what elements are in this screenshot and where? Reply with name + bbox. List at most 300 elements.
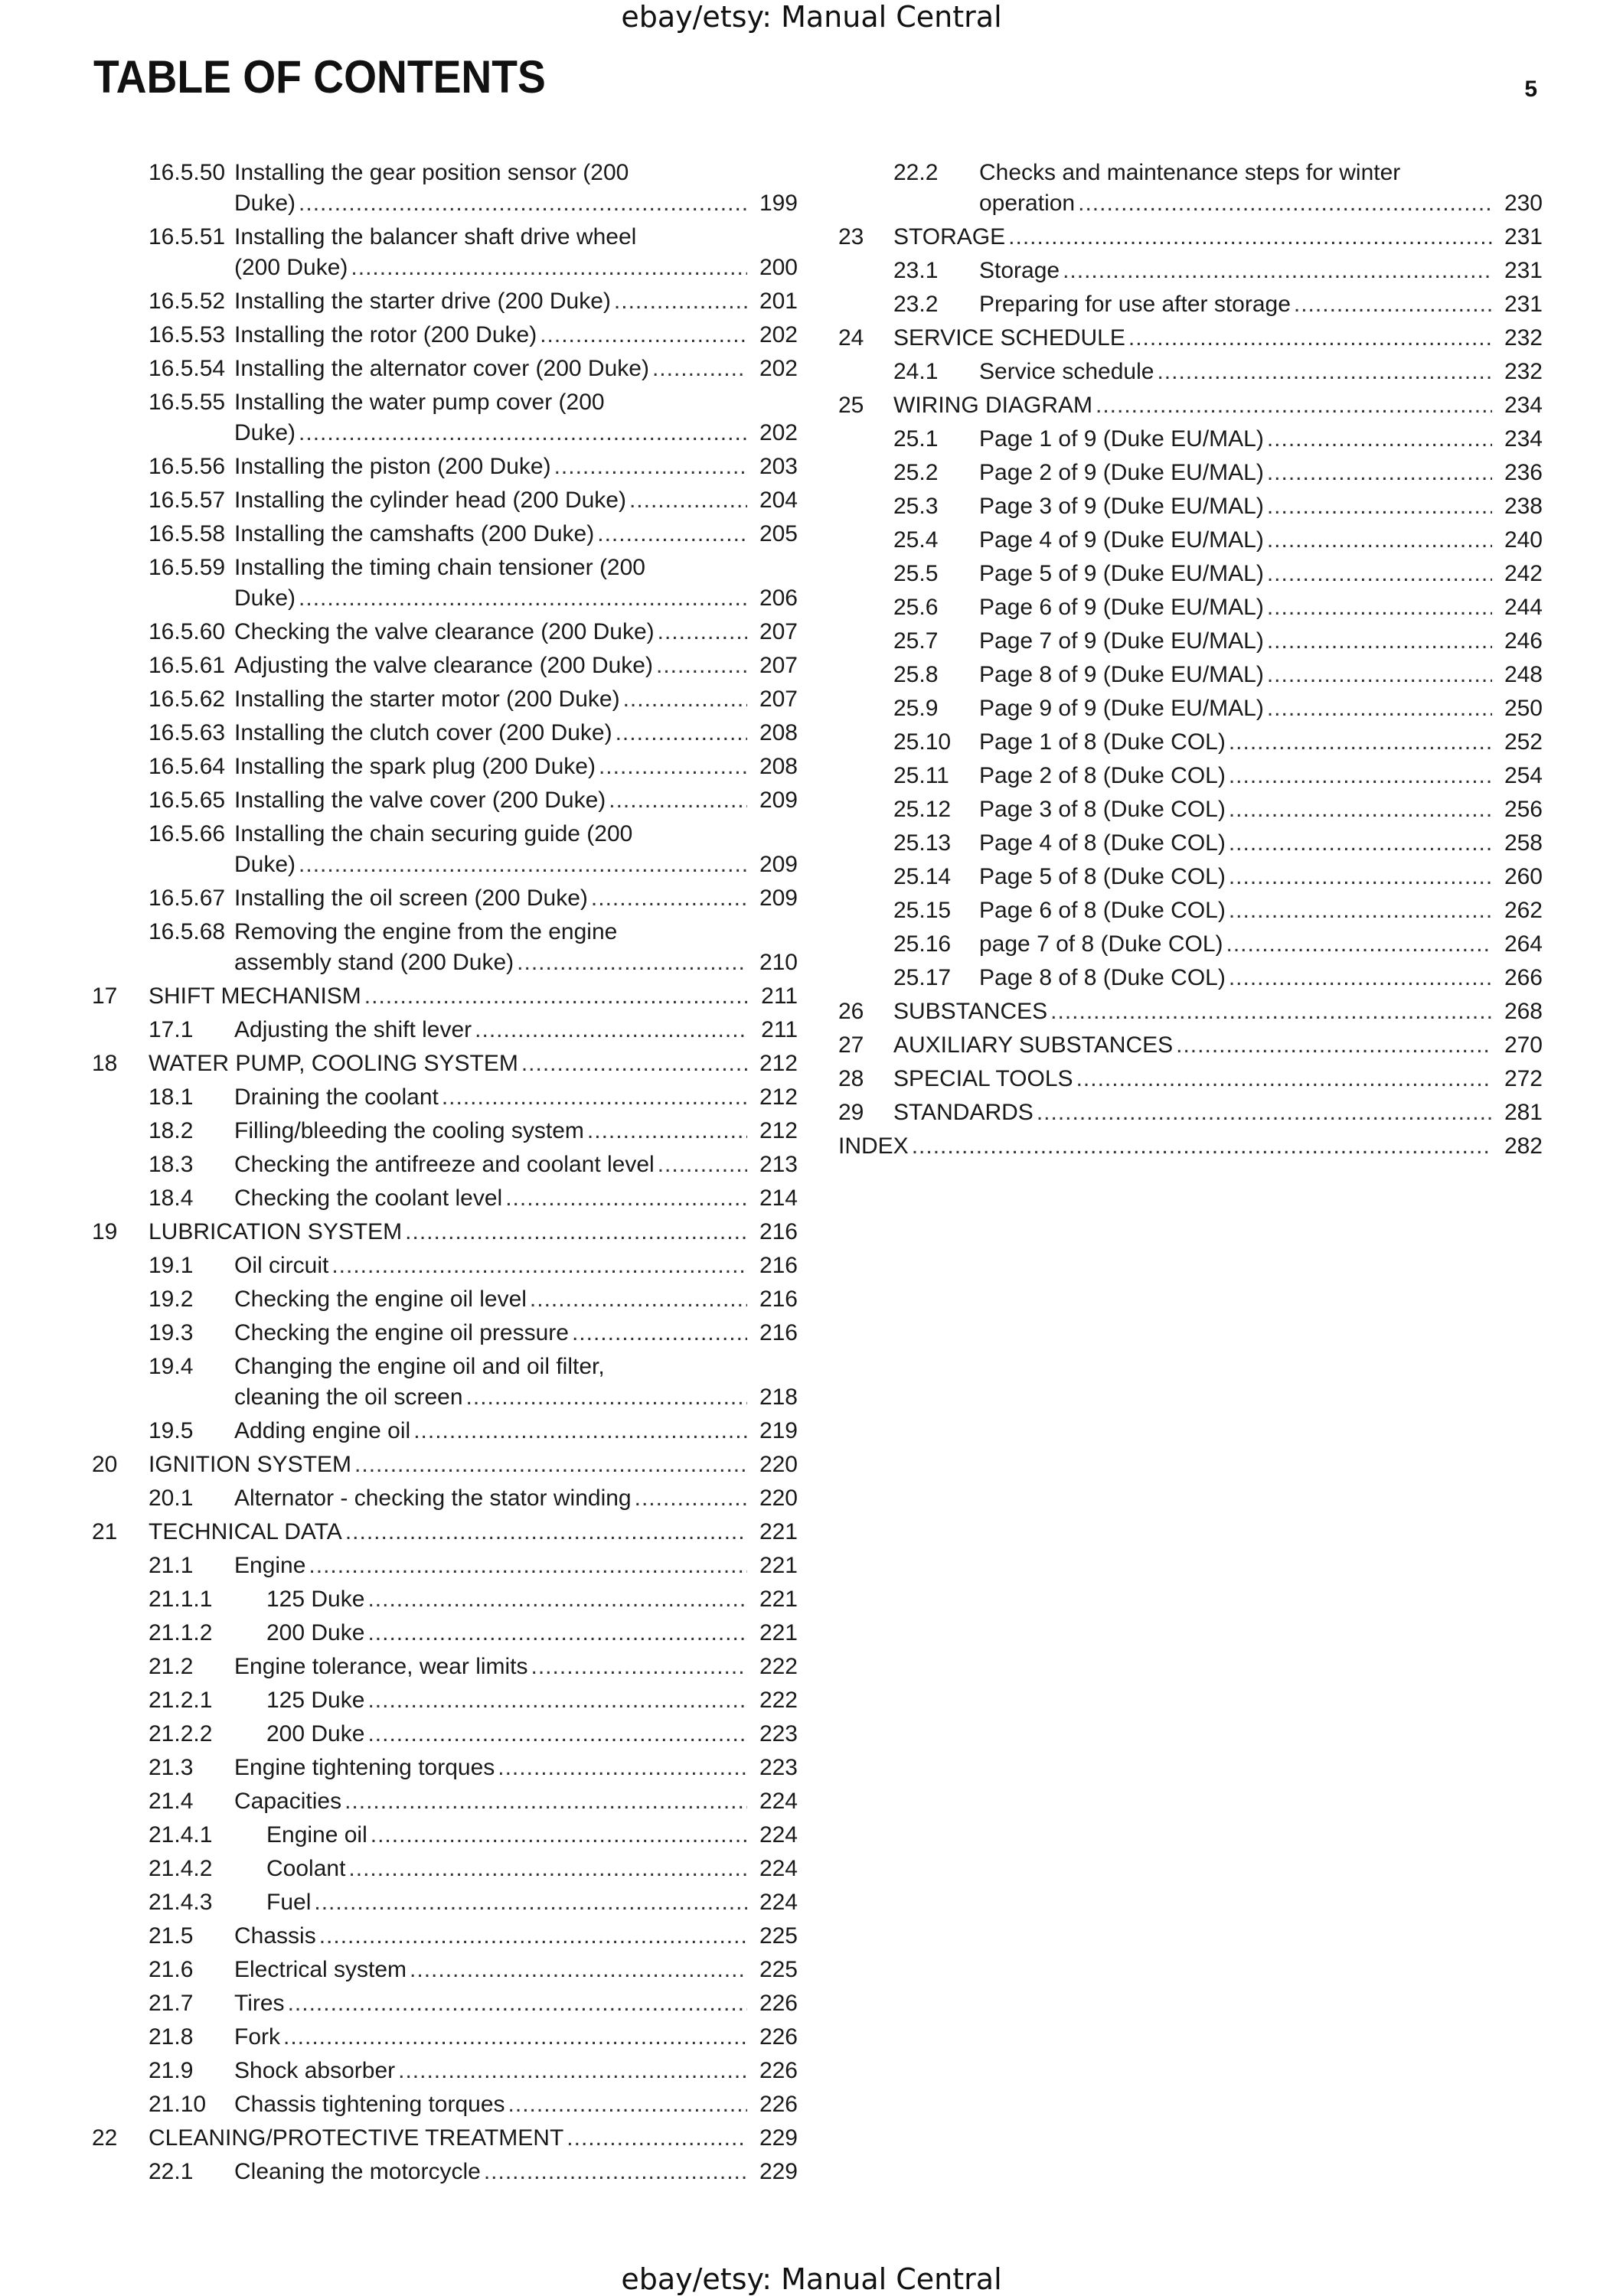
toc-entry[interactable] (838, 963, 1543, 996)
toc-entry-title: Page 9 of 9 (Duke EU/MAL) (979, 696, 1264, 721)
toc-dot-leader (1267, 458, 1492, 488)
toc-entry[interactable] (838, 1030, 1543, 1064)
toc-entry[interactable] (92, 2123, 798, 2157)
toc-entry[interactable] (92, 1786, 798, 1820)
toc-entry-number: 29 (838, 1100, 864, 1125)
toc-entry-title-line: Installing the timing chain tensioner (200 (234, 555, 645, 580)
toc-entry-number: 24.1 (893, 359, 939, 384)
toc-entry-number: 21.4 (149, 1789, 194, 1814)
toc-entry-page: 209 (759, 852, 798, 877)
toc-dot-leader (367, 1618, 747, 1649)
toc-entry-page: 209 (759, 885, 798, 911)
toc-entry[interactable] (838, 1064, 1543, 1097)
toc-entry-title: Storage (979, 258, 1060, 283)
toc-entry[interactable] (92, 485, 798, 519)
toc-entry-body (234, 320, 798, 351)
toc-entry-page: 266 (1504, 965, 1543, 990)
toc-entry[interactable] (92, 1584, 798, 1618)
toc-entry-body (234, 1284, 798, 1315)
toc-entry-title: Checking the engine oil pressure (234, 1320, 569, 1345)
toc-entry-number: 21.9 (149, 2058, 194, 2083)
toc-entry-title: Fork (234, 2024, 280, 2050)
toc-entry[interactable] (92, 354, 798, 387)
toc-entry-page: 216 (759, 1320, 798, 1345)
toc-dot-leader (410, 1955, 747, 1985)
toc-entry[interactable] (838, 761, 1543, 794)
toc-entry-page: 221 (759, 1620, 798, 1645)
toc-dot-leader (517, 947, 747, 978)
toc-entry[interactable] (92, 2089, 798, 2123)
toc-entry-body (234, 651, 798, 681)
toc-entry[interactable] (838, 458, 1543, 491)
toc-entry-body (234, 222, 798, 283)
toc-entry-title: Checking the engine oil level (234, 1287, 527, 1312)
toc-entry[interactable] (92, 981, 798, 1015)
toc-entry-number: 16.5.64 (149, 754, 226, 779)
toc-entry-title: (200 Duke) (234, 255, 348, 280)
toc-dot-leader (1157, 357, 1492, 387)
toc-entry-page: 216 (759, 1287, 798, 1312)
toc-entry-body (979, 256, 1543, 286)
toc-entry[interactable] (92, 1618, 798, 1652)
toc-entry-number: 26 (838, 999, 864, 1024)
toc-entry-page: 201 (759, 289, 798, 314)
toc-entry[interactable] (838, 390, 1543, 424)
toc-entry-title: Fuel (266, 1890, 312, 1915)
toc-entry-number: 16.5.55 (149, 390, 226, 415)
toc-entry[interactable] (92, 452, 798, 485)
toc-entry-number: 21.2.1 (149, 1688, 213, 1713)
toc-entry-number: 18.3 (149, 1152, 194, 1177)
toc-entry-number: 21.4.3 (149, 1890, 213, 1915)
toc-entry-number: 16.5.66 (149, 821, 226, 846)
toc-entry-page: 223 (759, 1721, 798, 1746)
toc-entry-page: 200 (759, 255, 798, 280)
toc-entry-body (149, 1450, 798, 1480)
toc-dot-leader (1008, 222, 1492, 253)
toc-entry-title: CLEANING/PROTECTIVE TREATMENT (149, 2125, 564, 2151)
toc-entry-title: Chassis (234, 1923, 316, 1949)
toc-entry[interactable] (92, 1251, 798, 1284)
toc-entry[interactable] (92, 718, 798, 752)
toc-entry-page: 234 (1504, 426, 1543, 452)
toc-entry[interactable] (92, 883, 798, 917)
toc-dot-leader (1267, 693, 1492, 724)
toc-dot-leader (656, 651, 747, 681)
toc-entry-number: 17.1 (149, 1017, 194, 1042)
toc-dot-leader (345, 1517, 747, 1548)
toc-entry[interactable] (92, 320, 798, 354)
toc-dot-leader (1267, 592, 1492, 623)
toc-entry[interactable] (92, 2157, 798, 2190)
toc-entry[interactable] (92, 1183, 798, 1217)
toc-entry-page: 238 (1504, 494, 1543, 519)
toc-entry-number: 16.5.54 (149, 356, 226, 381)
toc-dot-leader (1176, 1030, 1492, 1061)
toc-entry-body (266, 1584, 798, 1615)
toc-entry-title: Page 6 of 8 (Duke COL) (979, 898, 1226, 923)
toc-left-column (92, 158, 798, 2190)
toc-entry-page: 224 (759, 1789, 798, 1814)
toc-entry-title: Page 1 of 9 (Duke EU/MAL) (979, 426, 1264, 452)
toc-entry[interactable] (92, 1955, 798, 1988)
toc-entry-page: 211 (761, 983, 798, 1009)
toc-entry-page: 204 (759, 488, 798, 513)
toc-entry[interactable] (92, 1753, 798, 1786)
toc-entry-body (979, 458, 1543, 488)
toc-dot-leader (614, 286, 747, 317)
toc-entry-page: 262 (1504, 898, 1543, 923)
toc-entry[interactable] (92, 553, 798, 617)
toc-entry[interactable] (92, 1854, 798, 1887)
toc-entry[interactable] (92, 1284, 798, 1318)
toc-entry-title: Installing the spark plug (200 Duke) (234, 754, 596, 779)
toc-entry-page: 199 (759, 191, 798, 216)
toc-entry-title-line: Changing the engine oil and oil filter, (234, 1354, 605, 1379)
toc-entry[interactable] (92, 1150, 798, 1183)
toc-entry-body (234, 2022, 798, 2053)
toc-entry[interactable] (92, 752, 798, 785)
toc-entry-number: 21.8 (149, 2024, 194, 2050)
toc-dot-leader (1267, 559, 1492, 589)
toc-entry[interactable] (838, 559, 1543, 592)
toc-entry-page: 224 (759, 1890, 798, 1915)
toc-entry-number: 25.7 (893, 628, 939, 654)
page-title: TABLE OF CONTENTS (93, 51, 546, 103)
toc-entry-body (979, 559, 1543, 589)
toc-entry[interactable] (92, 1988, 798, 2022)
toc-entry-body (149, 2123, 798, 2154)
toc-entry-title: Installing the oil screen (200 Duke) (234, 885, 588, 911)
toc-entry-number: 25.16 (893, 931, 952, 957)
toc-dot-leader (1128, 323, 1492, 354)
toc-entry-title-line: Installing the chain securing guide (200 (234, 821, 633, 846)
toc-entry[interactable] (838, 222, 1543, 256)
toc-entry[interactable] (838, 256, 1543, 289)
toc-entry-number: 25.12 (893, 797, 952, 822)
toc-entry-title: Preparing for use after storage (979, 292, 1291, 317)
toc-dot-leader (597, 519, 747, 550)
toc-entry-body (893, 996, 1543, 1027)
toc-entry-page: 231 (1504, 224, 1543, 249)
toc-entry[interactable] (92, 1116, 798, 1150)
toc-entry-page: 212 (759, 1084, 798, 1110)
toc-entry[interactable] (838, 424, 1543, 458)
toc-entry-title: Installing the camshafts (200 Duke) (234, 521, 595, 546)
toc-entry-body (149, 1049, 798, 1079)
toc-entry-page: 282 (1504, 1133, 1543, 1159)
toc-entry-body (979, 592, 1543, 623)
toc-entry-page: 210 (759, 950, 798, 975)
toc-entry-body (234, 1786, 798, 1817)
toc-entry[interactable] (92, 1015, 798, 1049)
toc-entry-page: 270 (1504, 1032, 1543, 1058)
toc-entry[interactable] (838, 828, 1543, 862)
toc-entry[interactable] (838, 794, 1543, 828)
toc-dot-leader (299, 583, 747, 614)
toc-entry-page: 213 (759, 1152, 798, 1177)
toc-entry-body (234, 387, 798, 448)
toc-entry-page: 221 (759, 1587, 798, 1612)
toc-entry[interactable] (838, 895, 1543, 929)
toc-dot-leader (283, 2022, 747, 2053)
toc-entry-body (234, 2089, 798, 2120)
toc-dot-leader (299, 850, 747, 880)
toc-entry-title: Engine oil (266, 1822, 367, 1848)
toc-entry-title: SUBSTANCES (893, 999, 1048, 1024)
toc-entry[interactable] (92, 684, 798, 718)
toc-dot-leader (1229, 895, 1492, 926)
toc-entry[interactable] (838, 592, 1543, 626)
toc-entry-number: 16.5.67 (149, 885, 226, 911)
toc-dot-leader (616, 718, 747, 748)
toc-entry-body (979, 963, 1543, 993)
toc-entry[interactable] (92, 1450, 798, 1483)
toc-dot-leader (1294, 289, 1492, 320)
toc-entry[interactable] (838, 727, 1543, 761)
toc-entry-body (234, 1183, 798, 1214)
toc-entry-body (266, 1854, 798, 1884)
toc-entry-body (266, 1618, 798, 1649)
toc-entry-number: 21.1 (149, 1553, 194, 1578)
toc-entry-page: 207 (759, 619, 798, 644)
toc-dot-leader (475, 1015, 747, 1045)
toc-entry-title: 200 Duke (266, 1620, 365, 1645)
toc-entry[interactable] (92, 1217, 798, 1251)
toc-entry-page: 202 (759, 356, 798, 381)
toc-entry[interactable] (92, 1082, 798, 1116)
toc-entry-body (234, 1483, 798, 1514)
toc-entry-number: 25.4 (893, 527, 939, 553)
toc-entry-title: Duke) (234, 420, 296, 445)
toc-entry[interactable] (92, 2056, 798, 2089)
toc-entry[interactable] (92, 1416, 798, 1450)
toc-entry-body (234, 158, 798, 219)
toc-dot-leader (1037, 1097, 1492, 1128)
toc-entry-page: 236 (1504, 460, 1543, 485)
toc-entry-number: 23 (838, 224, 864, 249)
toc-entry-number: 25.14 (893, 864, 952, 889)
toc-entry-page: 216 (759, 1253, 798, 1278)
toc-entry-page: 211 (761, 1017, 798, 1042)
toc-entry-title: WATER PUMP, COOLING SYSTEM (149, 1051, 518, 1076)
toc-entry-number: 25.9 (893, 696, 939, 721)
toc-entry-body (149, 981, 798, 1012)
toc-entry-number: 23.2 (893, 292, 939, 317)
toc-entry-title: Filling/bleeding the cooling system (234, 1118, 584, 1143)
toc-entry[interactable] (92, 1318, 798, 1352)
toc-entry-number: 25.8 (893, 662, 939, 687)
toc-entry-body (234, 819, 798, 880)
toc-entry[interactable] (838, 323, 1543, 357)
toc-entry-title: Tires (234, 1991, 285, 2016)
toc-entry-title: STANDARDS (893, 1100, 1034, 1125)
toc-entry[interactable] (92, 519, 798, 553)
toc-entry-number: 22 (92, 2125, 118, 2151)
toc-dot-leader (572, 1318, 747, 1349)
toc-entry-number: 25.13 (893, 830, 952, 856)
toc-entry-page: 226 (759, 2092, 798, 2117)
toc-dot-leader (629, 485, 747, 516)
toc-entry-number: 16.5.58 (149, 521, 226, 546)
toc-entry-title-line: Installing the water pump cover (200 (234, 390, 605, 415)
toc-dot-leader (1267, 660, 1492, 690)
toc-entry-body (234, 2056, 798, 2086)
toc-entry[interactable] (92, 785, 798, 819)
toc-entry-body (979, 761, 1543, 791)
toc-entry-title: Page 8 of 8 (Duke COL) (979, 965, 1226, 990)
toc-entry-page: 203 (759, 454, 798, 479)
toc-dot-leader (314, 1887, 747, 1918)
toc-entry-page: 207 (759, 687, 798, 712)
toc-entry-title: operation (979, 191, 1076, 216)
toc-entry[interactable] (92, 222, 798, 286)
toc-entry-number: 21.10 (149, 2092, 207, 2117)
toc-entry-body (234, 1082, 798, 1113)
toc-entry[interactable] (838, 357, 1543, 390)
toc-entry[interactable] (92, 1483, 798, 1517)
toc-entry-number: 25.5 (893, 561, 939, 586)
toc-entry[interactable] (838, 525, 1543, 559)
toc-entry[interactable] (92, 1049, 798, 1082)
toc-entry-page: 226 (759, 2024, 798, 2050)
toc-entry[interactable] (92, 158, 798, 222)
toc-entry-number: 28 (838, 1066, 864, 1091)
toc-entry[interactable] (838, 1131, 1543, 1165)
toc-entry-title: Page 4 of 9 (Duke EU/MAL) (979, 527, 1264, 553)
toc-entry-body (234, 1352, 798, 1413)
toc-entry-number: 21.2 (149, 1654, 194, 1679)
toc-entry[interactable] (92, 2022, 798, 2056)
toc-entry[interactable] (92, 1887, 798, 1921)
toc-entry-body (893, 1064, 1543, 1094)
toc-entry-title: Page 5 of 8 (Duke COL) (979, 864, 1226, 889)
toc-entry[interactable] (92, 651, 798, 684)
toc-entry-page: 272 (1504, 1066, 1543, 1091)
toc-dot-leader (531, 1652, 747, 1682)
toc-entry[interactable] (838, 693, 1543, 727)
toc-entry-page: 208 (759, 720, 798, 745)
toc-dot-leader (364, 981, 747, 1012)
toc-dot-leader (371, 1820, 747, 1851)
toc-dot-leader (554, 452, 747, 482)
toc-entry-body (234, 2157, 798, 2187)
toc-dot-leader (1267, 424, 1492, 455)
toc-entry-title-line: Checks and maintenance steps for winter (979, 160, 1401, 185)
toc-entry[interactable] (838, 660, 1543, 693)
toc-entry-number: 21.5 (149, 1923, 194, 1949)
toc-entry-number: 25 (838, 393, 864, 418)
toc-entry[interactable] (838, 626, 1543, 660)
toc-dot-leader (331, 1251, 747, 1281)
toc-entry-number: 16.5.63 (149, 720, 226, 745)
toc-entry-title: IGNITION SYSTEM (149, 1452, 352, 1477)
toc-entry-number: 21.7 (149, 1991, 194, 2016)
toc-entry-body (234, 485, 798, 516)
toc-entry-body (266, 1887, 798, 1918)
toc-entry-body (149, 1517, 798, 1548)
toc-entry[interactable] (838, 1097, 1543, 1131)
toc-entry-title: Page 1 of 8 (Duke COL) (979, 729, 1226, 755)
toc-entry-number: 19.5 (149, 1418, 194, 1443)
toc-entry[interactable] (92, 387, 798, 452)
toc-entry[interactable] (838, 289, 1543, 323)
toc-entry[interactable] (92, 1921, 798, 1955)
toc-dot-leader (609, 785, 747, 816)
toc-entry[interactable] (92, 1551, 798, 1584)
toc-entry-page: 254 (1504, 763, 1543, 788)
toc-entry[interactable] (92, 819, 798, 883)
toc-entry-body (234, 785, 798, 816)
toc-entry-number: 18.1 (149, 1084, 194, 1110)
toc-entry-page: 230 (1504, 191, 1543, 216)
toc-entry[interactable] (838, 491, 1543, 525)
toc-entry-body (893, 390, 1543, 421)
toc-entry-body (234, 1150, 798, 1180)
toc-dot-leader (599, 752, 747, 782)
toc-dot-leader (1267, 525, 1492, 556)
toc-entry-body (893, 1097, 1543, 1128)
toc-entry[interactable] (92, 1820, 798, 1854)
toc-entry-body (979, 491, 1543, 522)
toc-dot-leader (1229, 963, 1492, 993)
toc-entry-title: 200 Duke (266, 1721, 365, 1746)
toc-entry[interactable] (92, 1719, 798, 1753)
toc-entry-body (234, 917, 798, 978)
toc-entry[interactable] (838, 158, 1543, 222)
toc-entry-number: 18.2 (149, 1118, 194, 1143)
toc-entry-page: 256 (1504, 797, 1543, 822)
toc-entry-title: Checking the antifreeze and coolant level (234, 1152, 655, 1177)
toc-dot-leader (652, 354, 747, 384)
toc-entry[interactable] (838, 862, 1543, 895)
toc-entry-body (979, 424, 1543, 455)
toc-entry-body (979, 862, 1543, 892)
toc-entry-page: 240 (1504, 527, 1543, 553)
toc-entry-title: WIRING DIAGRAM (893, 393, 1092, 418)
toc-entry-body (266, 1685, 798, 1716)
toc-entry-page: 223 (759, 1755, 798, 1780)
toc-entry[interactable] (92, 617, 798, 651)
watermark-bottom: ebay/etsy: Manual Central (621, 2262, 1002, 2296)
toc-entry[interactable] (92, 917, 798, 981)
toc-entry-number: 19.4 (149, 1354, 194, 1379)
toc-dot-leader (1267, 626, 1492, 657)
toc-dot-leader (567, 2123, 747, 2154)
toc-entry-body (979, 828, 1543, 859)
toc-entry-number: 27 (838, 1032, 864, 1058)
toc-entry-page: 202 (759, 420, 798, 445)
toc-entry-body (979, 660, 1543, 690)
toc-entry[interactable] (92, 1517, 798, 1551)
toc-entry-title: Adjusting the shift lever (234, 1017, 472, 1042)
toc-dot-leader (299, 188, 747, 219)
toc-entry-body (893, 1030, 1543, 1061)
toc-entry-body (234, 718, 798, 748)
toc-entry[interactable] (92, 1685, 798, 1719)
toc-entry[interactable] (838, 996, 1543, 1030)
toc-entry[interactable] (838, 929, 1543, 963)
toc-entry-body (234, 553, 798, 614)
toc-entry-body (266, 1820, 798, 1851)
toc-entry[interactable] (92, 1352, 798, 1416)
watermark-top: ebay/etsy: Manual Central (621, 0, 1002, 34)
toc-entry[interactable] (92, 1652, 798, 1685)
toc-entry-body (979, 158, 1543, 219)
toc-entry-page: 220 (759, 1452, 798, 1477)
toc-dot-leader (1076, 1064, 1492, 1094)
toc-entry[interactable] (92, 286, 798, 320)
